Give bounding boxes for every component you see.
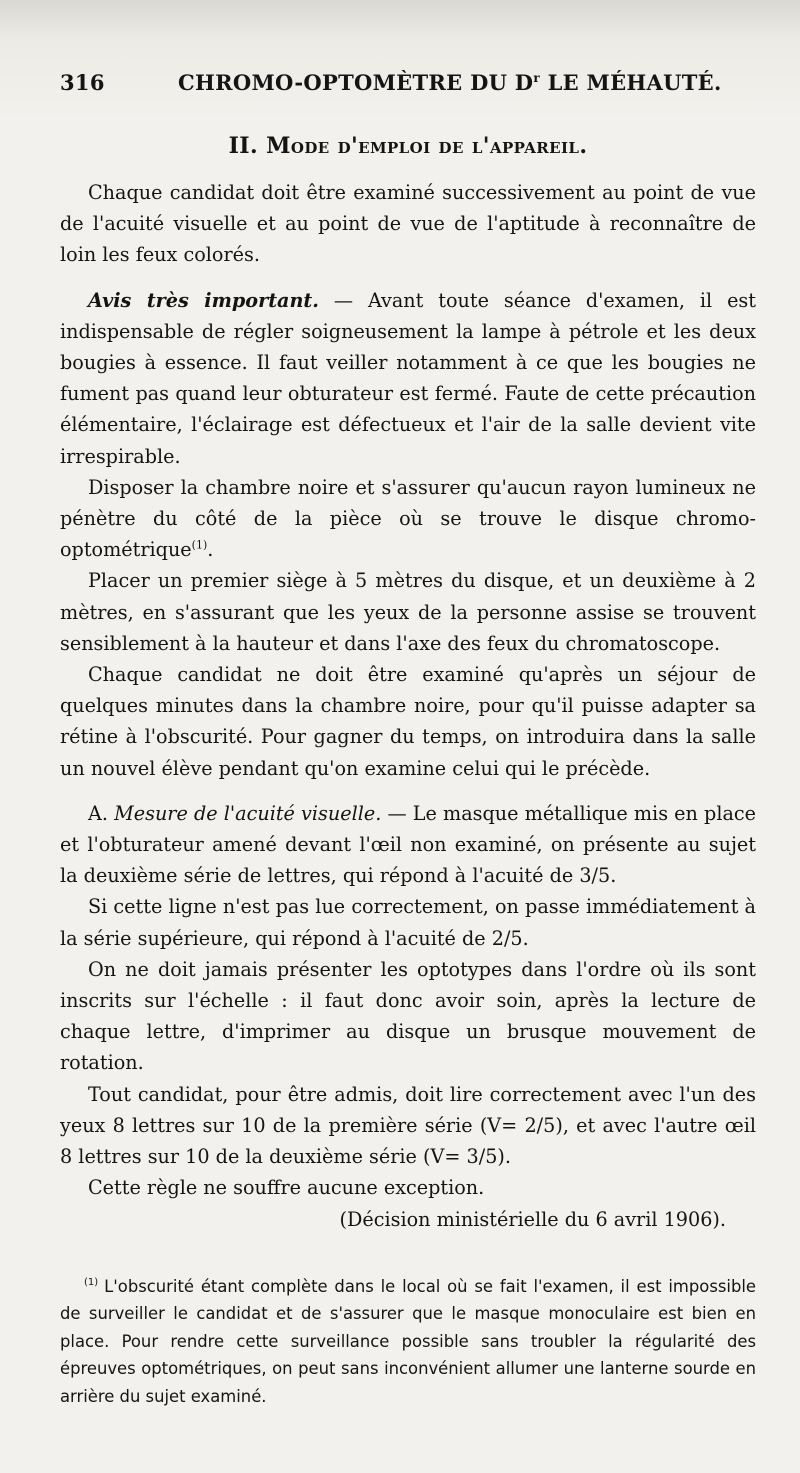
acuite-heading: Mesure de l'acuité visuelle. xyxy=(114,801,382,825)
running-title: CHROMO-OPTOMÈTRE DU $D^r$ LE MÉHAUTÉ. xyxy=(178,70,722,95)
paragraph-optotypes: On ne doit jamais présenter les optotypes dans l'ordre où ils sont inscrits sur l'échelle : il faut donc avoir soin, après la lecture de chaque lettre, d'imprimer au disque un brusque mouvement de rotation. xyxy=(60,957,756,1075)
paragraph-adaptation: Chaque candidat ne doit être examiné qu'après un séjour de quelques minutes dans la chambre noire, pour qu'il puisse adapter sa rétine à l'obscurité. Pour gagner du temps, on introduira dans la salle un nouvel élève pendant qu'on examine celui qui le précède. xyxy=(60,663,756,780)
paragraph-chambre-noire: Disposer la chambre noire et s'assurer qu'aucun rayon lumineux ne pénètre du côté de la pièce où se trouve le disque chromo-optométrique$^{(1)}$. xyxy=(60,475,756,562)
footnote xyxy=(60,1273,756,1411)
footnote-reference: (1) xyxy=(191,538,208,552)
decision-citation: (Décision ministérielle du 6 avril 1906). xyxy=(339,1207,726,1231)
avis-lead: Avis très important. xyxy=(88,288,319,312)
paragraph-serie-superieure: Si cette ligne n'est pas lue correctement, on passe immédiatement à la série supérieure, qui répond à l'acuité de 2/5. xyxy=(60,895,756,950)
section-heading xyxy=(60,133,756,159)
paragraph-avis: Avis très important. — Avant toute séance d'examen, il est indispensable de régler soigneusement la lampe à pétrole et les deux bougies à essence. Il faut veiller notamment à ce que les bougies ne fument pas quand leur obturateur est fermé. Faute de cette précaution élémentaire, l'éclairage est défectueux et l'air de la salle devient vite irrespirable. xyxy=(60,288,756,468)
footnote-mark: (1) xyxy=(84,1277,99,1289)
paragraph-regle: Cette règle ne souffre aucune exception. xyxy=(88,1176,485,1200)
section-number: II. xyxy=(228,133,259,159)
paragraph-acuite: A. Mesure de l'acuité visuelle. — Le masque métallique mis en place et l'obturateur amené devant l'œil non examiné, on présente au sujet la deuxième série de lettres, qui répond à l'acuité de 3/5. xyxy=(60,801,756,888)
footnote-text: $^{(1)}$ L'obscurité étant complète dans le local où se fait l'examen, il est impossible de surveiller le candidat et de s'assurer que le masque monoculaire est bien en place. Pour rendre cette surveillance possible sans troubler la régularité des épreuves optométriques, on peut sans inconvénient allumer une lanterne sourde en arrière du sujet examiné. xyxy=(60,1276,756,1407)
paragraph-intro: Chaque candidat doit être examiné successivement au point de vue de l'acuité visuelle et au point de vue de l'aptitude à reconnaître de loin les feux colorés. xyxy=(60,181,756,267)
section-title: Mode d'emploi de l'appareil. xyxy=(266,133,588,159)
paragraph-admission: Tout candidat, pour être admis, doit lire correctement avec l'un des yeux 8 lettres sur 10 de la première série (V= 2/5), et avec l'autre œil 8 lettres sur 10 de la deuxième série (V= 3/5). xyxy=(60,1082,756,1169)
paragraph-sieges: Placer un premier siège à 5 mètres du disque, et un deuxième à 2 mètres, en s'assurant que les yeux de la personne assise se trouvent sensiblement à la hauteur et dans l'axe des feux du chromatoscope. xyxy=(60,569,756,655)
page-number: 316 xyxy=(60,70,105,95)
running-head xyxy=(60,70,756,95)
